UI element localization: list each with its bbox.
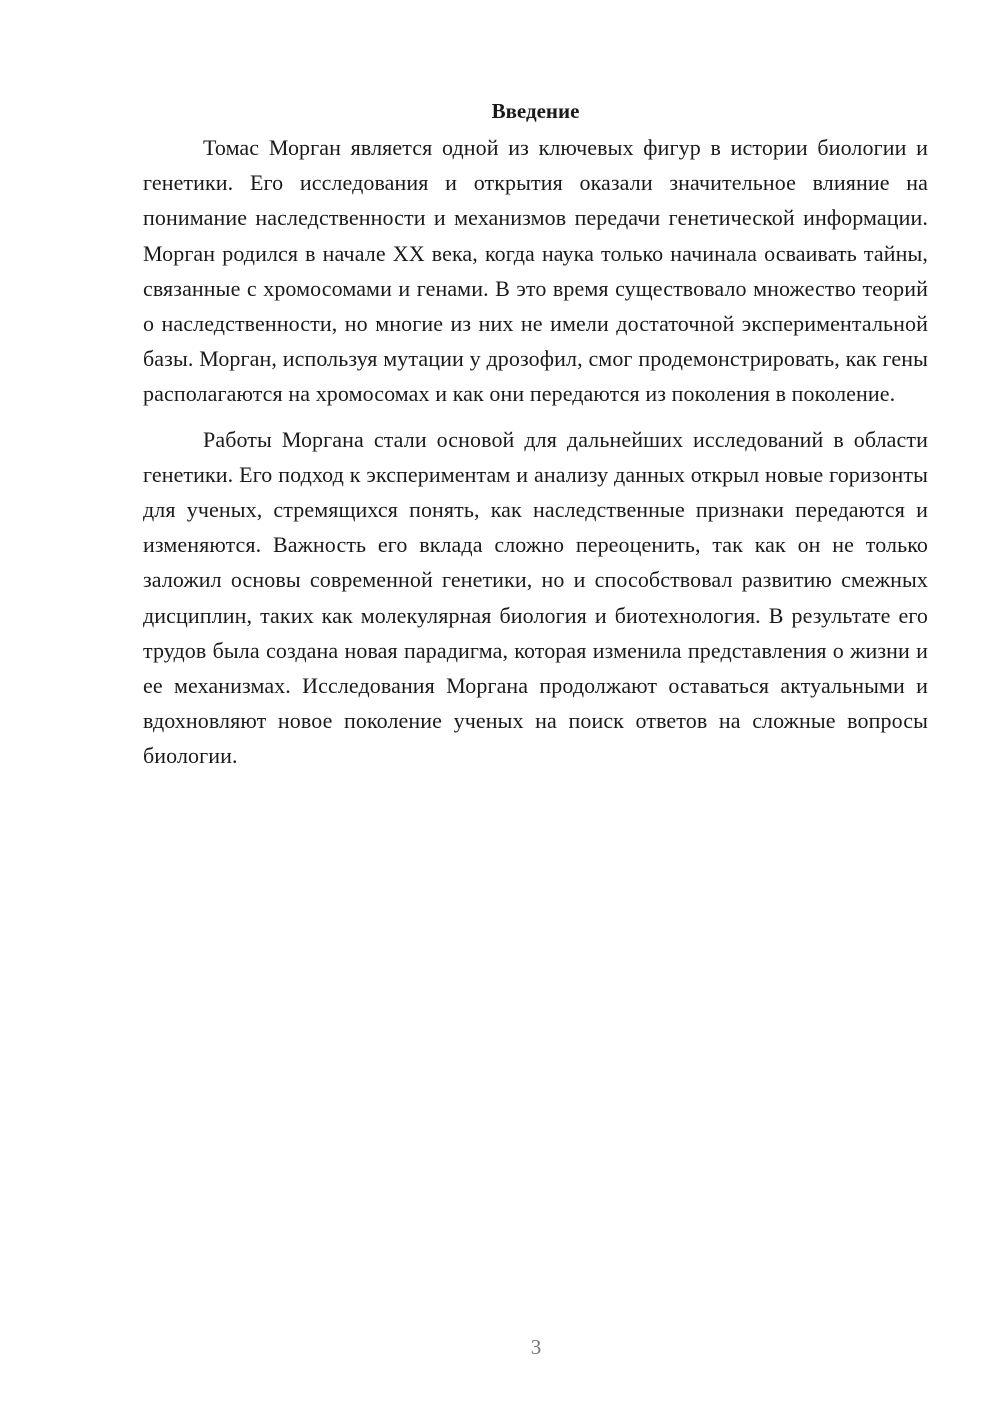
page-number: 3: [530, 1335, 542, 1359]
paragraph-2: Работы Моргана стали основой для дальнейших исследований в области генетики. Его подход к экспериментам и анализу данных открыл новые горизонты для ученых, стремящихся понять, как наследственные признаки передаются и изменяются. Важность его вклада сложно переоценить, так как он не только заложил основы современной генетики, но и способствовал развитию смежных дисциплин, таких как молекулярная биология и биотехнология. В результате его трудов была создана новая парадигма, которая изменила представления о жизни и ее механизмах. Исследования Моргана продолжают оставаться актуальными и вдохновляют новое поколение ученых на поиск ответов на сложные вопросы биологии.: [143, 426, 928, 769]
paragraph-1: Томас Морган является одной из ключевых фигур в истории биологии и генетики. Его исследования и открытия оказали значительное влияние на понимание наследственности и механизмов передачи генетической информации. Морган родился в начале XX века, когда наука только начинала осваивать тайны, связанные с хромосомами и генами. В это время существовало множество теорий о наследственности, но многие из них не имели достаточной экспериментальной базы. Морган, используя мутации у дрозофил, смог продемонстрировать, как гены располагаются на хромосомах и как они передаются из поколения в поколение.: [143, 135, 928, 407]
page-content: [143, 96, 928, 774]
section-heading: Введение: [491, 99, 580, 123]
